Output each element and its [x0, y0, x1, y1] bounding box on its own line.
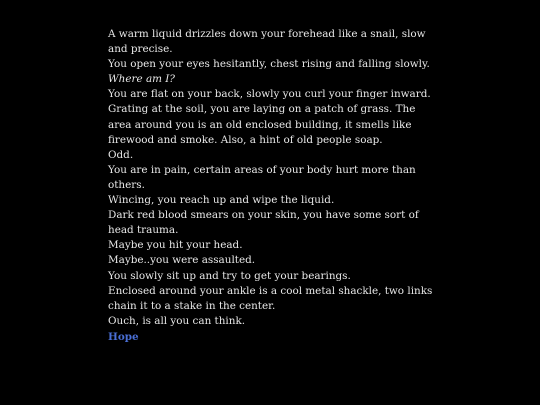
story-line: Enclosed around your ankle is a cool metal shackle, two links chain it to a stake in the center. [108, 284, 433, 312]
story-line: You slowly sit up and try to get your bearings. [108, 269, 351, 282]
story-line: Odd. [108, 148, 134, 161]
story-line: You are in pain, certain areas of your body hurt more than others. [108, 163, 416, 191]
choice-link-hope[interactable]: Hope [108, 330, 139, 343]
story-line: Dark red blood smears on your skin, you have some sort of head trauma. [108, 209, 419, 237]
story-line: Maybe you hit your head. [108, 239, 243, 252]
story-passage [108, 27, 434, 345]
story-line: Maybe..you were assaulted. [108, 254, 256, 267]
story-line: A warm liquid drizzles down your forehead like a snail, slow and precise. [108, 28, 426, 56]
story-line: You open your eyes hesitantly, chest rising and falling slowly. [108, 58, 430, 71]
story-line: You are flat on your back, slowly you curl your finger inward. Grating at the soil, you are laying on a patch of grass. The area around you is an old enclosed building, it smells like firewood and smoke. Also, a hint of old people soap. [108, 88, 431, 146]
story-line: Ouch, is all you can think. [108, 314, 246, 327]
story-line: Wincing, you reach up and wipe the liquid. [108, 194, 335, 207]
story-line-thought: Where am I? [108, 73, 175, 86]
